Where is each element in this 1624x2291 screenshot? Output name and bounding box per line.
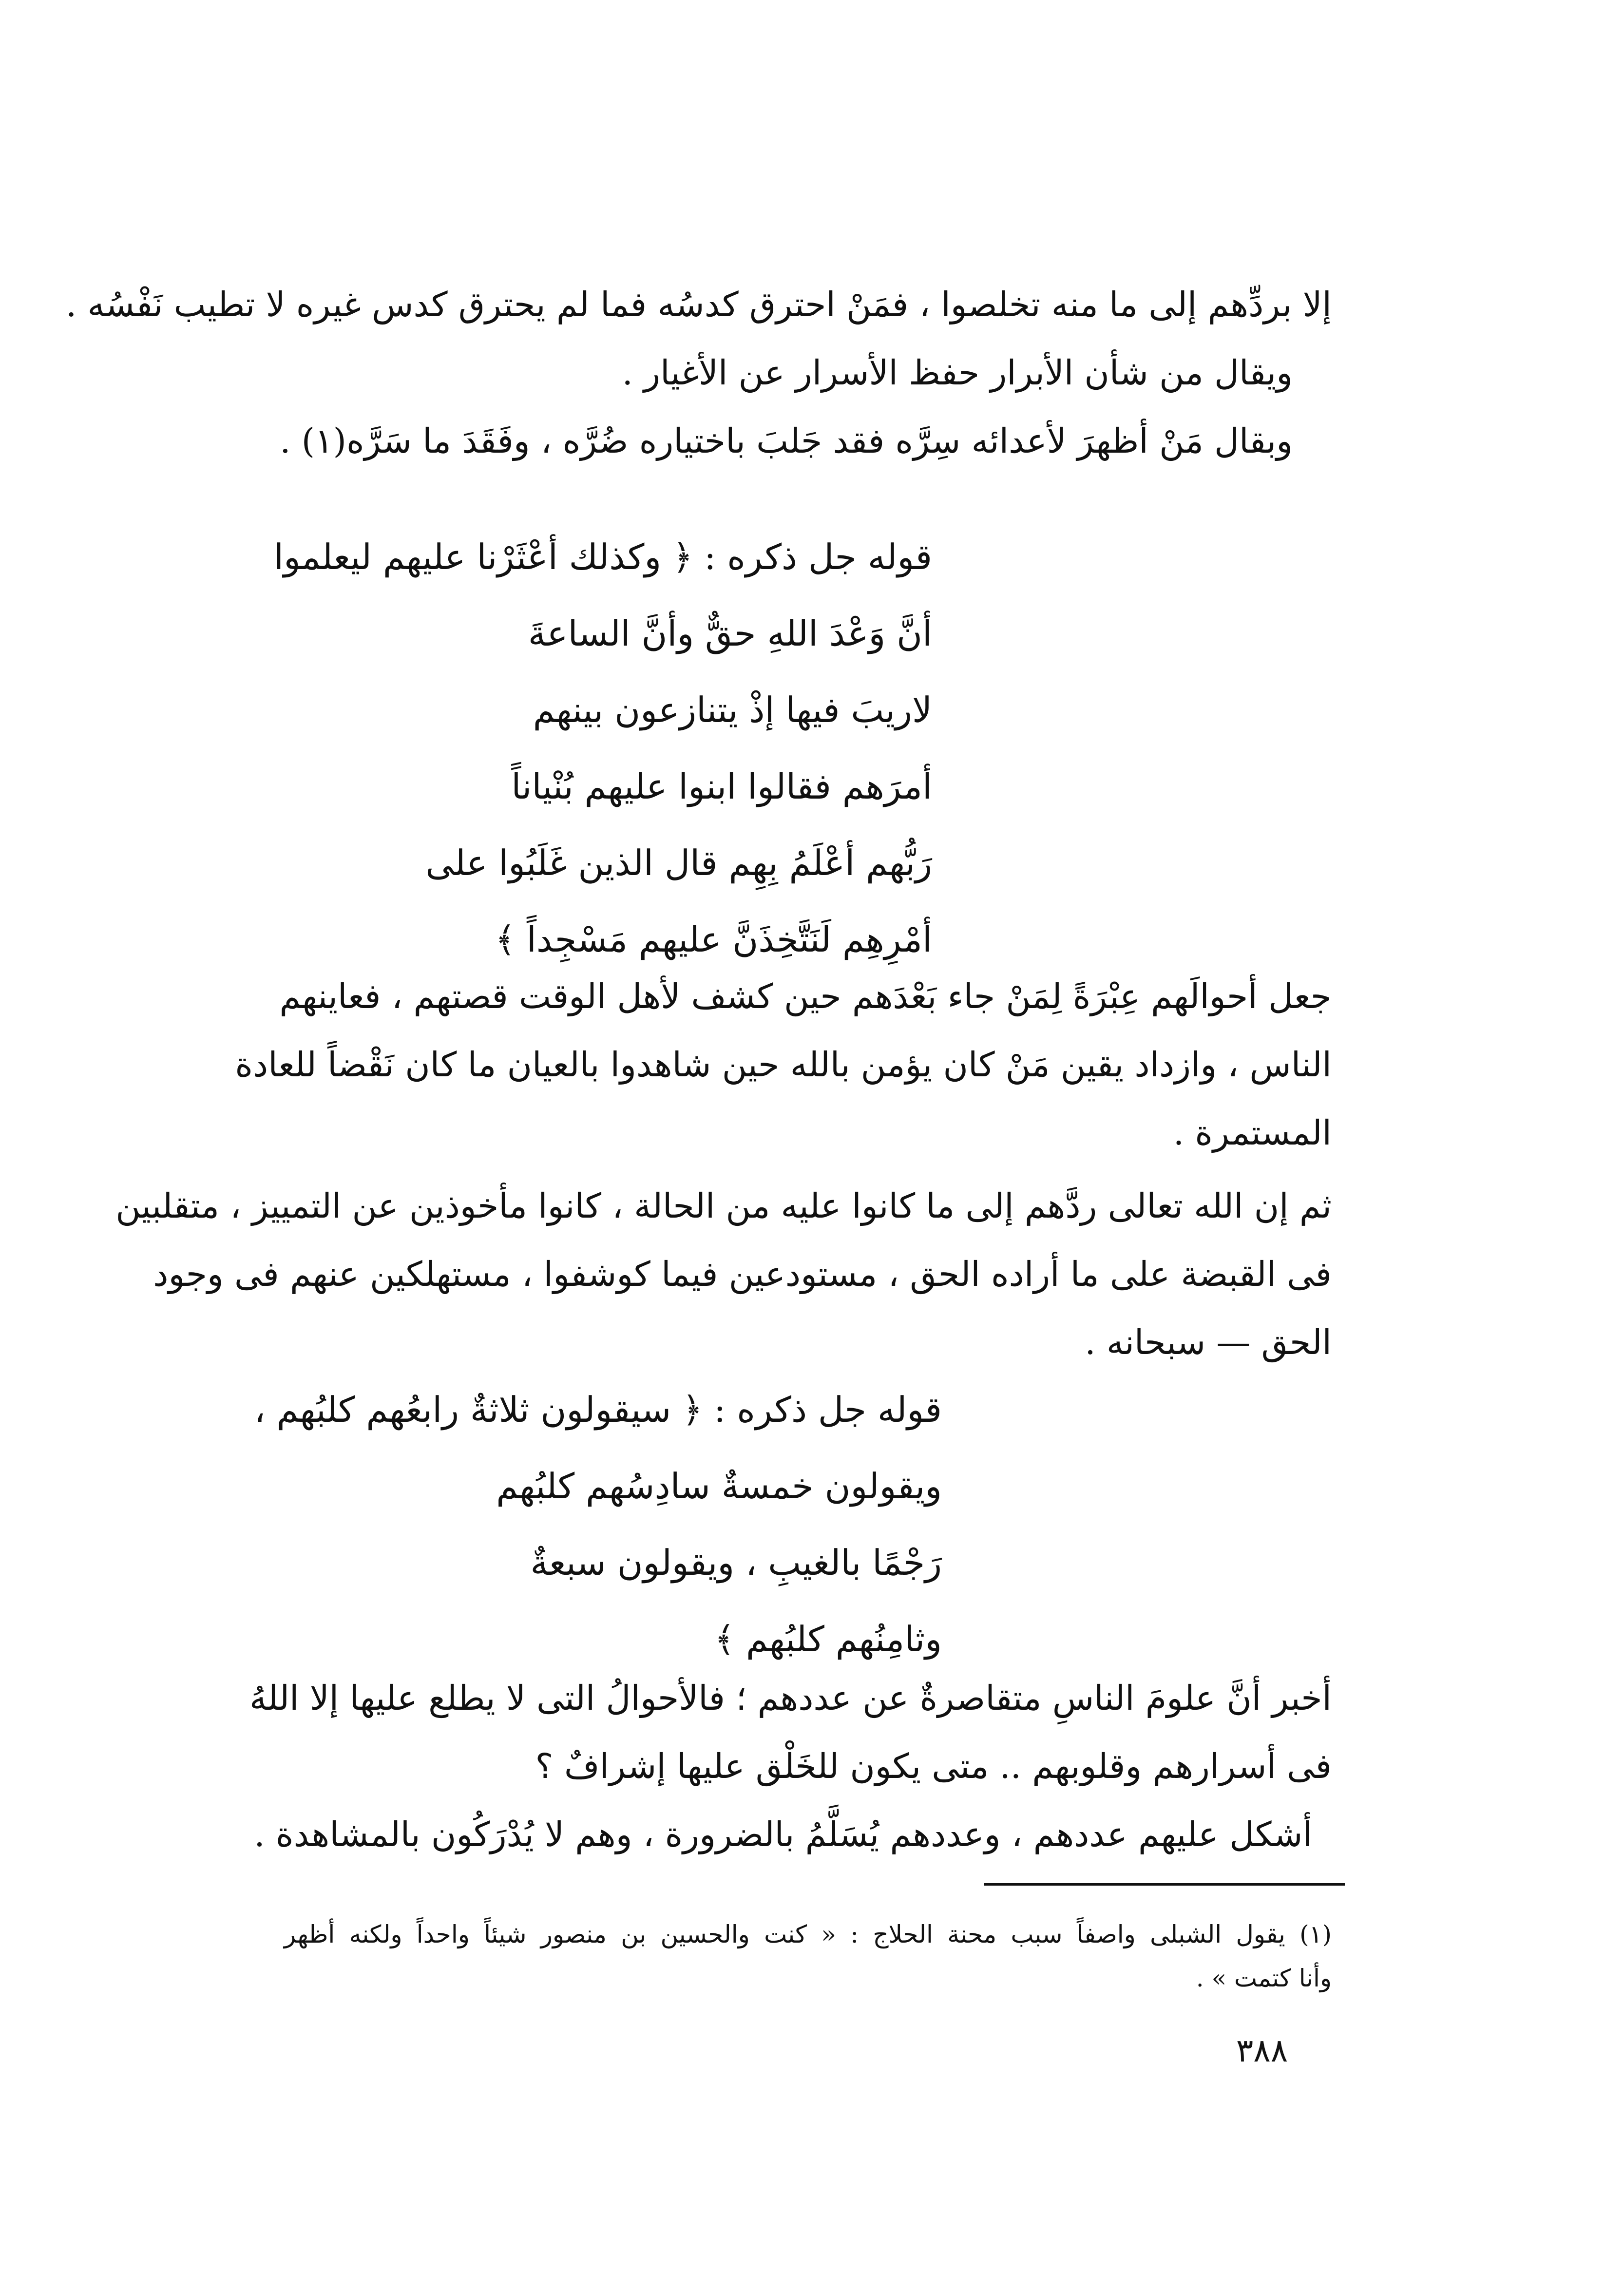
text-line: المستمرة .: [1173, 1113, 1332, 1153]
commentary-paragraph: [115, 1172, 1332, 1376]
verse-line: قوله جل ذكره : ﴿ سيقولون ثلاثةٌ رابعُهم كلبُهم ،: [254, 1389, 942, 1430]
footnote-line: (١) يقول الشبلى واصفاً سبب محنة الحلاج : « كنت والحسين بن منصور شيئاً واحداً ولكنه أظهر: [284, 1920, 1332, 1948]
text-line: ثم إن الله تعالى ردَّهم إلى ما كانوا عليه من الحالة ، كانوا مأخوذين عن التمييز ، متقلبين: [115, 1186, 1332, 1226]
verse-line: وثامِنُهم كلبُهم ﴾: [714, 1619, 942, 1660]
footnote-rule: [984, 1883, 1345, 1886]
text-line: فى أسرارهم وقلوبهم .. متى يكون للخَلْق عليها إشرافٌ ؟: [535, 1746, 1332, 1786]
text-line: ويقال من شأن الأبرار حفظ الأسرار عن الأغيار .: [622, 353, 1293, 393]
commentary-paragraph: [249, 1664, 1332, 1869]
verse-line: رَبُّهم أعْلَمُ بِهِم قال الذين غَلَبُوا على: [425, 842, 932, 883]
footnote: [284, 1912, 1332, 2000]
text-line: أخبر أنَّ علومَ الناسِ متقاصرةٌ عن عددهم ؛ فالأحوالُ التى لا يطلع عليها إلا اللهُ: [249, 1678, 1332, 1718]
text-line: أشكل عليهم عددهم ، وعددهم يُسَلَّمُ بالضرورة ، وهم لا يُدْرَكُون بالمشاهدة .: [254, 1814, 1312, 1854]
verse-line: أنَّ وَعْدَ اللهِ حقٌّ وأنَّ الساعةَ: [528, 613, 932, 654]
verse-line: أمْرِهِم لَنَتَّخِذَنَّ عليهم مَسْجِداً ﴾: [495, 919, 932, 960]
verse-line: أمرَهم فقالوا ابنوا عليهم بُنْياناً: [511, 766, 932, 807]
text-line: جعل أحوالَهم عِبْرَةً لِمَنْ جاء بَعْدَهم حين كشف لأهل الوقت قصتهم ، فعاينهم: [279, 976, 1332, 1016]
quran-verse-block: [254, 1372, 942, 1678]
commentary-paragraph: [235, 962, 1332, 1167]
text-line: الحق — سبحانه .: [1085, 1322, 1332, 1362]
text-line: وبقال مَنْ أظهرَ لأعدائه سِرَّه فقد جَلبَ باختياره ضُرَّه ، وفَقَدَ ما سَرَّه(١) .: [280, 421, 1293, 461]
top-paragraph: [66, 270, 1332, 475]
text-line: فى القبضة على ما أراده الحق ، مستودعين فيما كوشفوا ، مستهلكين عنهم فى وجود: [153, 1254, 1332, 1294]
verse-line: رَجْمًا بالغيبِ ، ويقولون سبعةٌ: [530, 1542, 942, 1583]
verse-line: لاريبَ فيها إذْ يتنازعون بينهم: [533, 689, 932, 730]
verse-line: ويقولون خمسةٌ سادِسُهم كلبُهم: [496, 1466, 942, 1507]
verse-line: قوله جل ذكره : ﴿ وكذلك أعْثَرْنا عليهم ليعلموا: [273, 536, 932, 577]
text-line: إلا بردِّهم إلى ما منه تخلصوا ، فمَنْ احترق كدسُه فما لم يحترق كدس غيره لا تطيب نَفْسُه .: [66, 285, 1332, 325]
footnote-line: وأنا كتمت » .: [1196, 1964, 1332, 1992]
text-line: الناس ، وازداد يقين مَنْ كان يؤمن بالله حين شاهدوا بالعيان ما كان نَقْضاً للعادة: [235, 1045, 1332, 1085]
page-number: ٣٨٨: [1236, 2032, 1288, 2069]
quran-verse-block: [273, 519, 932, 978]
